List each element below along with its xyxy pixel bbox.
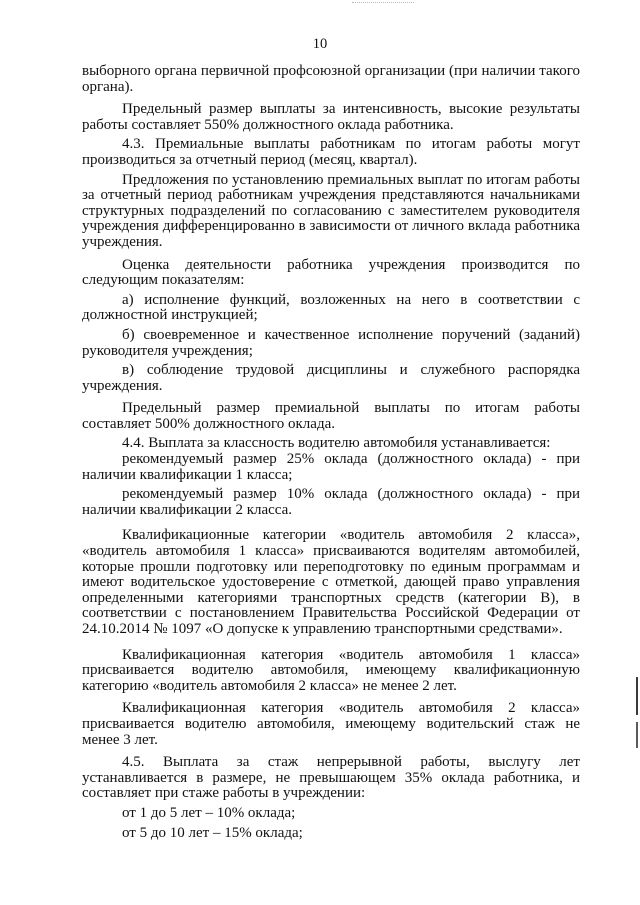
list-item-b: б) своевременное и качественное исполнение поручений (заданий) руководителя учреждения;: [82, 326, 580, 359]
paragraph-bonus-proposals: Предложения по установлению премиальных выплат по итогам работы за отчетный период работникам учреждения представляются начальниками структурных подразделений по согласованию с заместителем руководителя учреждения дифференцированно в зависимости от личного вклада работника учреждения.: [82, 171, 580, 250]
seniority-item-1-5: от 1 до 5 лет – 10% оклада;: [122, 804, 296, 821]
paragraph-class-2-rate: рекомендуемый размер 10% оклада (должностного оклада) - при наличии квалификации 2 класса.: [82, 486, 580, 518]
paragraph-class-2-assignment: Квалификационная категория «водитель автомобиля 2 класса» присваивается водителю автомобиля, имеющему водительский стаж не менее 3 лет.: [82, 700, 580, 748]
list-item-a: а) исполнение функций, возложенных на него в соответствии с должностной инструкцией;: [82, 291, 580, 324]
paragraph-4-5-seniority: 4.5. Выплата за стаж непрерывной работы, выслугу лет устанавливается в размере, не превышающем 35% оклада работника, и составляет при стаже работы в учреждении:: [82, 754, 580, 802]
scan-edge-mark: [636, 722, 638, 748]
paragraph-class-1-rate: рекомендуемый размер 25% оклада (должностного оклада) - при наличии квалификации 1 класса;: [82, 451, 580, 483]
paragraph-4-3-bonus-period: 4.3. Премиальные выплаты работникам по итогам работы могут производиться за отчетный период (месяц, квартал).: [82, 136, 580, 168]
paragraph-intensity-limit: Предельный размер выплаты за интенсивность, высокие результаты работы составляет 550% должностного оклада работника.: [82, 101, 580, 133]
paragraph-qualification-categories: Квалификационные категории «водитель автомобиля 2 класса», «водитель автомобиля 1 класса» присваиваются водителям автомобилей, которые прошли подготовку или переподготовку по единым программам и имеют водительское удостоверение с отметкой, дающей право управления определенными категориями транспортных средств (категории В), в соответствии с постановлением Правительства Российской Федерации от 24.10.2014 № 1097 «О допуске к управлению транспортными средствами».: [82, 527, 580, 637]
paragraph-org-continuation: выборного органа первичной профсоюзной организации (при наличии такого органа).: [82, 63, 580, 95]
paragraph-4-4-class-payment: 4.4. Выплата за классность водителю автомобиля устанавливается:: [122, 435, 551, 452]
list-item-c: в) соблюдение трудовой дисциплины и служебного распорядка учреждения.: [82, 362, 580, 394]
scan-artifact: [352, 2, 414, 6]
document-body: [82, 64, 580, 841]
seniority-item-5-10: от 5 до 10 лет – 15% оклада;: [122, 824, 303, 841]
scan-edge-mark: [636, 677, 638, 715]
paragraph-class-1-assignment: Квалификационная категория «водитель автомобиля 1 класса» присваивается водителю автомобиля, имеющему квалификационную категорию «водитель автомобиля 2 класса» не менее 2 лет.: [82, 646, 580, 694]
page-number: 10: [312, 36, 328, 52]
paragraph-bonus-limit: Предельный размер премиальной выплаты по итогам работы составляет 500% должностного оклада.: [82, 400, 580, 432]
paragraph-evaluation-criteria: Оценка деятельности работника учреждения производится по следующим показателям:: [82, 256, 580, 289]
